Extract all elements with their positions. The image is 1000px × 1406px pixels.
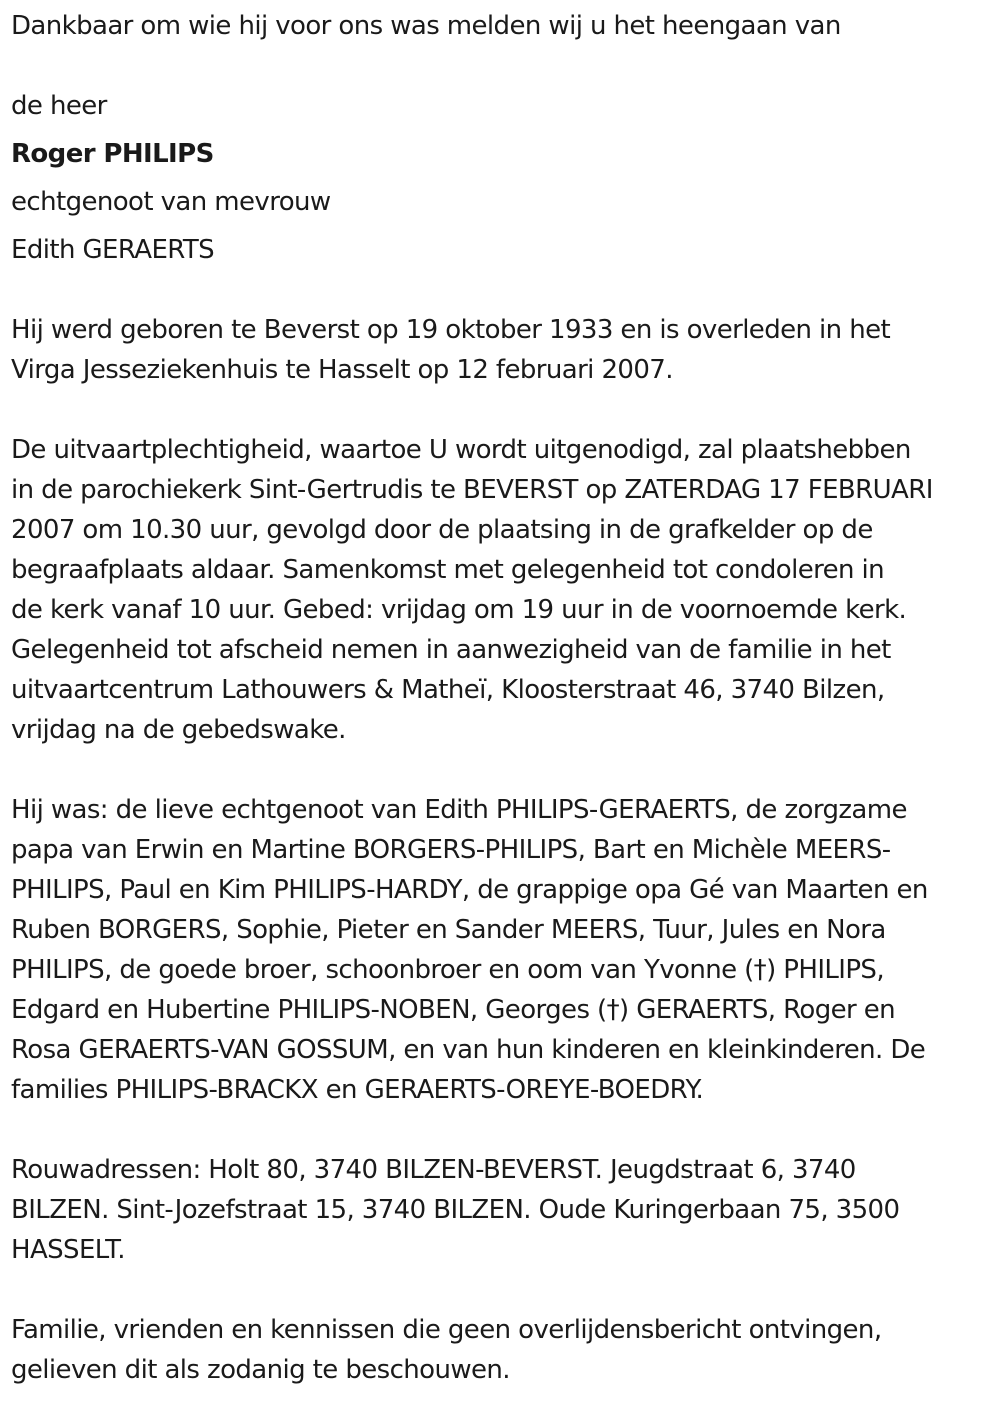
text-line: Hij werd geboren te Beverst op 19 oktober 1933 en is overleden in het: [11, 315, 891, 345]
text-line: de kerk vanaf 10 uur. Gebed: vrijdag om 19 uur in de voornoemde kerk.: [11, 595, 907, 625]
text-line: uitvaartcentrum Lathouwers & Matheï, Kloosterstraat 46, 3740 Bilzen,: [11, 675, 885, 705]
text-line: vrijdag na de gebedswake.: [11, 715, 346, 745]
text-line: Hij was: de lieve echtgenoot van Edith PHILIPS-GERAERTS, de zorgzame: [11, 795, 907, 825]
intro-text: Dankbaar om wie hij voor ons was melden wij u het heengaan van: [11, 11, 841, 41]
title-prefix: de heer: [11, 91, 107, 121]
text-line: Rosa GERAERTS-VAN GOSSUM, en van hun kinderen en kleinkinderen. De: [11, 1035, 926, 1065]
text-line: PHILIPS, Paul en Kim PHILIPS-HARDY, de grappige opa Gé van Maarten en: [11, 875, 928, 905]
deceased-name: Roger PHILIPS: [11, 139, 214, 169]
text-line: begraafplaats aldaar. Samenkomst met gelegenheid tot condoleren in: [11, 555, 885, 585]
text-line: PHILIPS, de goede broer, schoonbroer en oom van Yvonne (†) PHILIPS,: [11, 955, 884, 985]
text-line: Gelegenheid tot afscheid nemen in aanwezigheid van de familie in het: [11, 635, 891, 665]
text-line: Edgard en Hubertine PHILIPS-NOBEN, Georges (†) GERAERTS, Roger en: [11, 995, 896, 1025]
text-line: papa van Erwin en Martine BORGERS-PHILIPS, Bart en Michèle MEERS-: [11, 835, 891, 865]
closing-paragraph: [11, 1310, 988, 1390]
ceremony-paragraph: [11, 430, 988, 750]
text-line: Virga Jesseziekenhuis te Hasselt op 12 februari 2007.: [11, 355, 673, 385]
text-line: De uitvaartplechtigheid, waartoe U wordt uitgenodigd, zal plaatshebben: [11, 435, 911, 465]
addresses-paragraph: [11, 1150, 988, 1270]
text-line: 2007 om 10.30 uur, gevolgd door de plaatsing in de grafkelder op de: [11, 515, 873, 545]
text-line: BILZEN. Sint-Jozefstraat 15, 3740 BILZEN. Oude Kuringerbaan 75, 3500: [11, 1195, 900, 1225]
text-line: Familie, vrienden en kennissen die geen overlijdensbericht ontvingen,: [11, 1315, 882, 1345]
text-line: in de parochiekerk Sint-Gertrudis te BEVERST op ZATERDAG 17 FEBRUARI: [11, 475, 933, 505]
text-line: Rouwadressen: Holt 80, 3740 BILZEN-BEVERST. Jeugdstraat 6, 3740: [11, 1155, 856, 1185]
spouse-name: Edith GERAERTS: [11, 235, 215, 265]
text-line: gelieven dit als zodanig te beschouwen.: [11, 1355, 510, 1385]
family-paragraph: [11, 790, 988, 1110]
text-line: HASSELT.: [11, 1235, 125, 1265]
text-line: families PHILIPS-BRACKX en GERAERTS-OREYE-BOEDRY.: [11, 1075, 704, 1105]
spouse-label: echtgenoot van mevrouw: [11, 187, 331, 217]
text-line: Ruben BORGERS, Sophie, Pieter en Sander MEERS, Tuur, Jules en Nora: [11, 915, 886, 945]
birth-death-paragraph: [11, 310, 988, 390]
